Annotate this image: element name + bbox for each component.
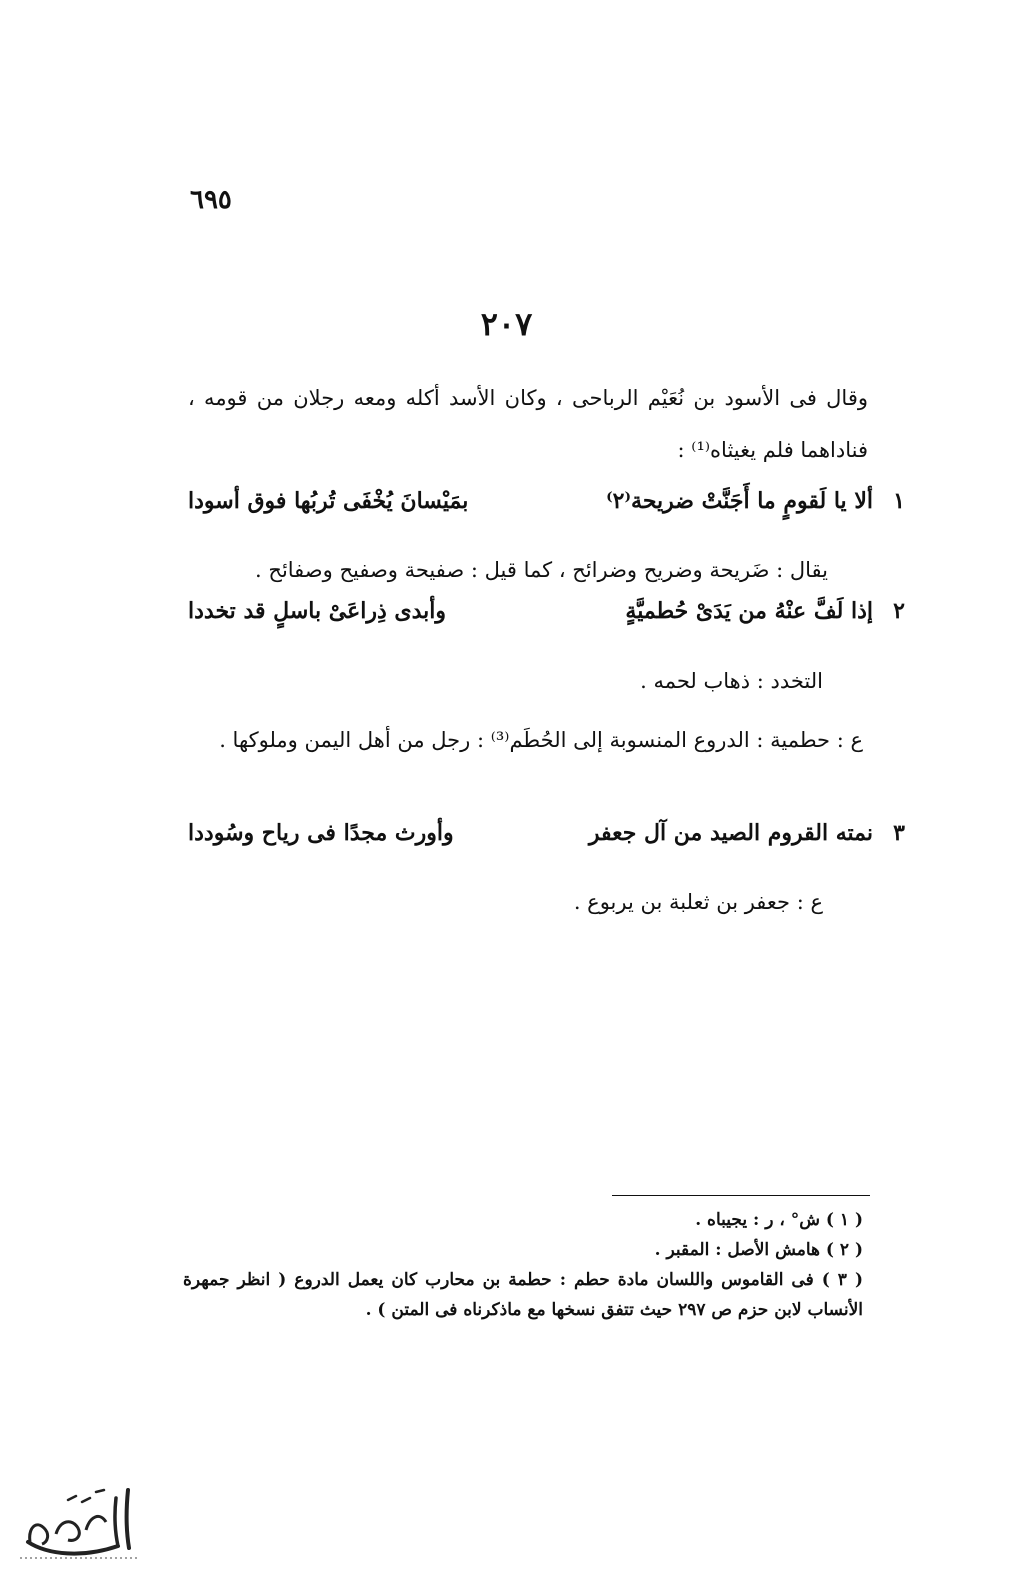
footnote-2: ( ٢ ) هامش الأصل : المقبر . [654,1240,863,1260]
verse-first-hemistich: ألا يا لَقومٍ ما أَجَنَّتْ ضريحة⁽٢⁾ [606,488,873,514]
gloss-1: يقال : ضَريحة وضريح وضرائح ، كما قيل : صفيحة وصفيح وصفائح . [255,558,828,582]
verse-first-hemistich: إذا لَفَّ عنْهُ من يَدَىْ حُطميَّةٍ [625,598,873,624]
footnote-3: ( ٣ ) فى القاموس واللسان مادة حطم : حطمة بن محارب كان يعمل الدروع ( انظر جمهرة الأنساب لابن حزم ص ٢٩٧ حيث تتفق نسخها مع ماذكرناه فى المتن ) . [183,1270,863,1320]
verse-second-hemistich: وأورث مجدًا فى رياح وسُوددا [188,820,454,846]
verse-1 [188,488,905,538]
footnote-1: ( ١ ) ش° ، ر : يجيباه . [695,1210,863,1230]
verse-first-hemistich: نمته القروم الصيد من آل جعفر [588,820,873,846]
gloss-4: ع : جعفر بن ثعلبة بن يربوع . [573,890,823,914]
verse-number: ٣ [893,820,905,846]
page-number: ٦٩٥ [190,185,232,215]
verse-second-hemistich: وأبدى ذِراعَىْ باسلٍ قد تخددا [188,598,447,624]
gloss-2: التخدد : ذهاب لحمه . [640,669,823,693]
library-logo [8,1470,148,1565]
footnotes [183,1205,863,1325]
verse-second-hemistich: بمَيْسانَ يُخْفَى تُربُها فوق أسودا [188,488,469,514]
footnote-divider [612,1195,870,1196]
calligraphy-logo-icon [8,1470,148,1565]
verse-number: ٢ [893,598,905,624]
intro-paragraph: وقال فى الأسود بن نُعَيْم الرباحى ، وكان الأسد أكله ومعه رجلان من قومه ، فناداهما فلم يغيثاه⁽¹⁾ : [188,386,868,462]
verse-3 [188,820,905,870]
entry-number: ٢٠٧ [480,305,533,343]
gloss-3: ع : حطمية : الدروع المنسوبة إلى الحُطَم⁽³⁾ : رجل من أهل اليمن وملوكها . [219,728,863,752]
verse-number: ١ [893,488,905,514]
verse-2 [188,598,905,648]
